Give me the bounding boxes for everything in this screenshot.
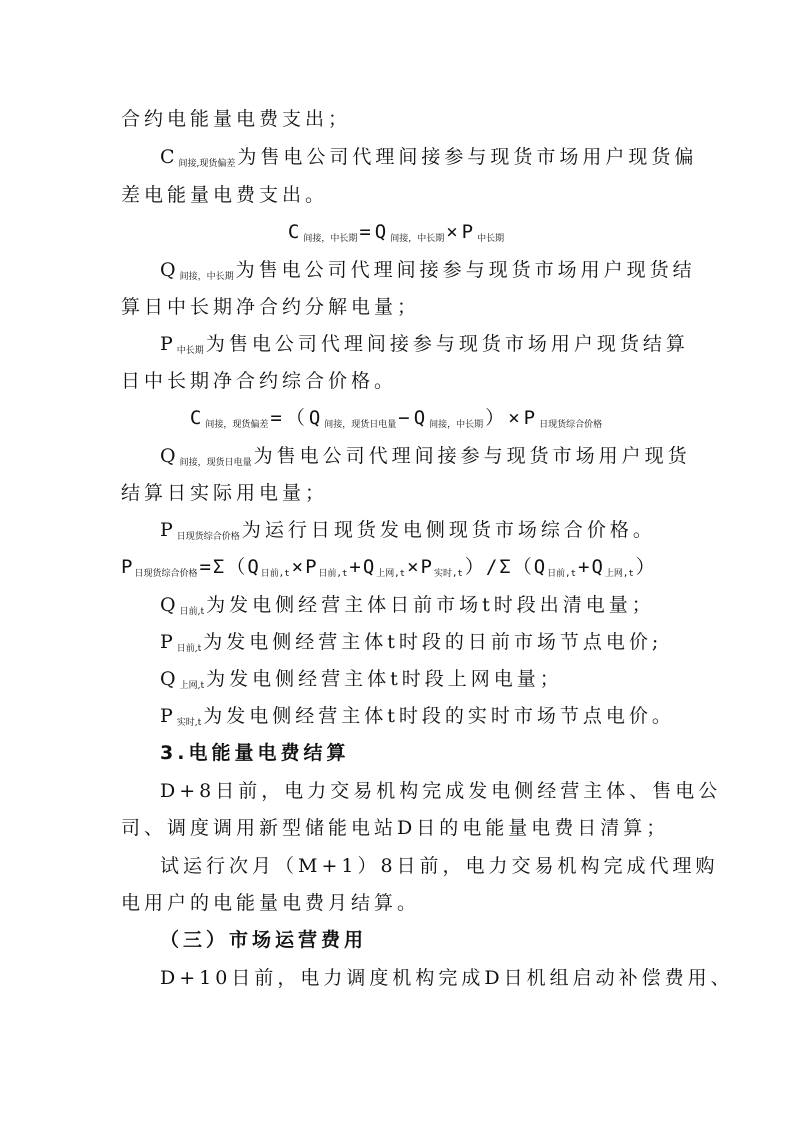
subscript: 实时,t	[434, 569, 463, 579]
text-run: C	[160, 146, 179, 168]
text-run: ）×P	[485, 407, 540, 429]
text-line-24	[160, 964, 734, 992]
text-line-6	[121, 293, 420, 321]
subscript: 间接，现货日电量	[179, 458, 252, 468]
text-line-20	[121, 814, 669, 842]
text-run: P	[160, 519, 177, 541]
text-run: P	[160, 631, 177, 653]
text-run: 为售电公司代理间接参与现货市场用户现货结	[235, 259, 696, 281]
subscript: 日现货综合价格	[539, 420, 603, 430]
text-line-19	[160, 777, 721, 805]
text-run: D+8日前，电力交易机构完成发电侧经营主体、售电公	[160, 780, 722, 802]
text-line-1	[121, 105, 351, 133]
text-run: ）	[635, 556, 657, 578]
text-run: 差电能量电费支出。	[121, 184, 329, 206]
text-run: P	[121, 556, 135, 578]
text-line-10	[160, 442, 691, 477]
text-line-21	[160, 852, 719, 880]
text-run: Q	[160, 445, 180, 467]
section-heading-market-fees	[160, 926, 367, 954]
subscript: 日前,t	[260, 569, 290, 579]
subscript: 日前,t	[176, 644, 202, 654]
text-run: ）/Σ（Q	[464, 556, 548, 578]
text-run: Q	[160, 594, 180, 616]
text-run: 合约电能量电费支出；	[121, 108, 352, 130]
subscript: 间接，中长期	[303, 234, 358, 244]
text-run: 为发电侧经营主体t时段上网电量；	[206, 668, 563, 690]
text-run: Q	[160, 259, 180, 281]
text-run: 为售电公司代理间接参与现货市场用户现货	[253, 445, 691, 467]
subscript: 间接，中长期	[390, 234, 445, 244]
subscript: 日现货综合价格	[176, 532, 240, 542]
text-line-17	[160, 702, 675, 737]
text-run: 为售电公司代理间接参与现货市场用户现货偏	[237, 146, 698, 168]
text-run: D+10日前，电力调度机构完成D日机组启动补偿费用、	[160, 967, 734, 989]
text-run: 为发电侧经营主体t时段的实时市场节点电价。	[203, 705, 675, 727]
text-run: 为发电侧经营主体日前市场t时段出清电量；	[206, 594, 655, 616]
text-run: ×P	[291, 556, 319, 578]
text-run: −Q	[398, 407, 430, 429]
text-run: 司、调度调用新型储能电站D日的电能量电费日清算；	[121, 817, 670, 839]
text-line-14	[160, 591, 655, 626]
subscript: 中长期	[477, 234, 505, 244]
text-run: 算日中长期净合约分解电量；	[121, 296, 421, 318]
text-run: =Σ（Q	[199, 556, 261, 578]
text-run: Q	[160, 668, 180, 690]
text-line-7	[160, 330, 689, 365]
text-line-3	[121, 181, 328, 209]
text-run: ×P	[407, 556, 434, 578]
subscript: 实时,t	[176, 718, 202, 728]
text-run: P	[160, 705, 177, 727]
subscript: 中长期	[176, 346, 204, 356]
text-line-22	[121, 889, 420, 917]
subscript: 日现货综合价格	[134, 569, 198, 579]
subscript: 日前,t	[179, 607, 205, 617]
formula-long-term-cost	[0, 218, 794, 253]
section-heading-3	[160, 739, 349, 767]
text-run: 为发电侧经营主体t时段的日前市场节点电价;	[203, 631, 663, 653]
text-run: =Q	[359, 221, 391, 243]
subscript: 间接，现货偏差	[205, 420, 269, 430]
text-line-16	[160, 665, 563, 700]
text-run: 为运行日现货发电侧现货市场综合价格。	[241, 519, 656, 541]
text-run: P	[160, 333, 177, 355]
formula-spot-price	[121, 553, 657, 588]
text-run: 结算日实际用电量；	[121, 482, 329, 504]
text-run: 日中长期净合约综合价格。	[121, 370, 398, 392]
text-run: C	[189, 407, 206, 429]
formula-deviation-cost	[0, 404, 794, 439]
text-line-12	[160, 516, 656, 551]
text-run: 为售电公司代理间接参与现货市场用户现货结算	[205, 333, 689, 355]
subscript: 间接，现货日电量	[324, 420, 397, 430]
text-line-8	[121, 367, 397, 395]
text-run: +Q	[349, 556, 377, 578]
subscript: 间接，中长期	[429, 420, 484, 430]
text-run: （三）市场运营费用	[160, 929, 368, 951]
text-run: +Q	[578, 556, 605, 578]
text-run: 试运行次月（M+1）8日前，电力交易机构完成代理购	[160, 855, 719, 877]
subscript: 上网,t	[179, 681, 205, 691]
text-line-5	[160, 256, 696, 291]
subscript: 上网,t	[376, 569, 406, 579]
subscript: 间接,现货偏差	[178, 159, 236, 169]
subscript: 日前,t	[547, 569, 577, 579]
text-run: 电用户的电能量电费月结算。	[121, 892, 421, 914]
subscript: 间接，中长期	[179, 272, 234, 282]
text-line-11	[121, 479, 328, 507]
subscript: 日前,t	[318, 569, 348, 579]
text-run: C	[287, 221, 304, 243]
text-run: =（Q	[270, 407, 325, 429]
text-run: 3.电能量电费结算	[160, 742, 350, 764]
text-line-2	[160, 143, 697, 178]
subscript: 上网,t	[604, 569, 634, 579]
text-run: ×P	[446, 221, 478, 243]
text-line-15	[160, 628, 662, 663]
